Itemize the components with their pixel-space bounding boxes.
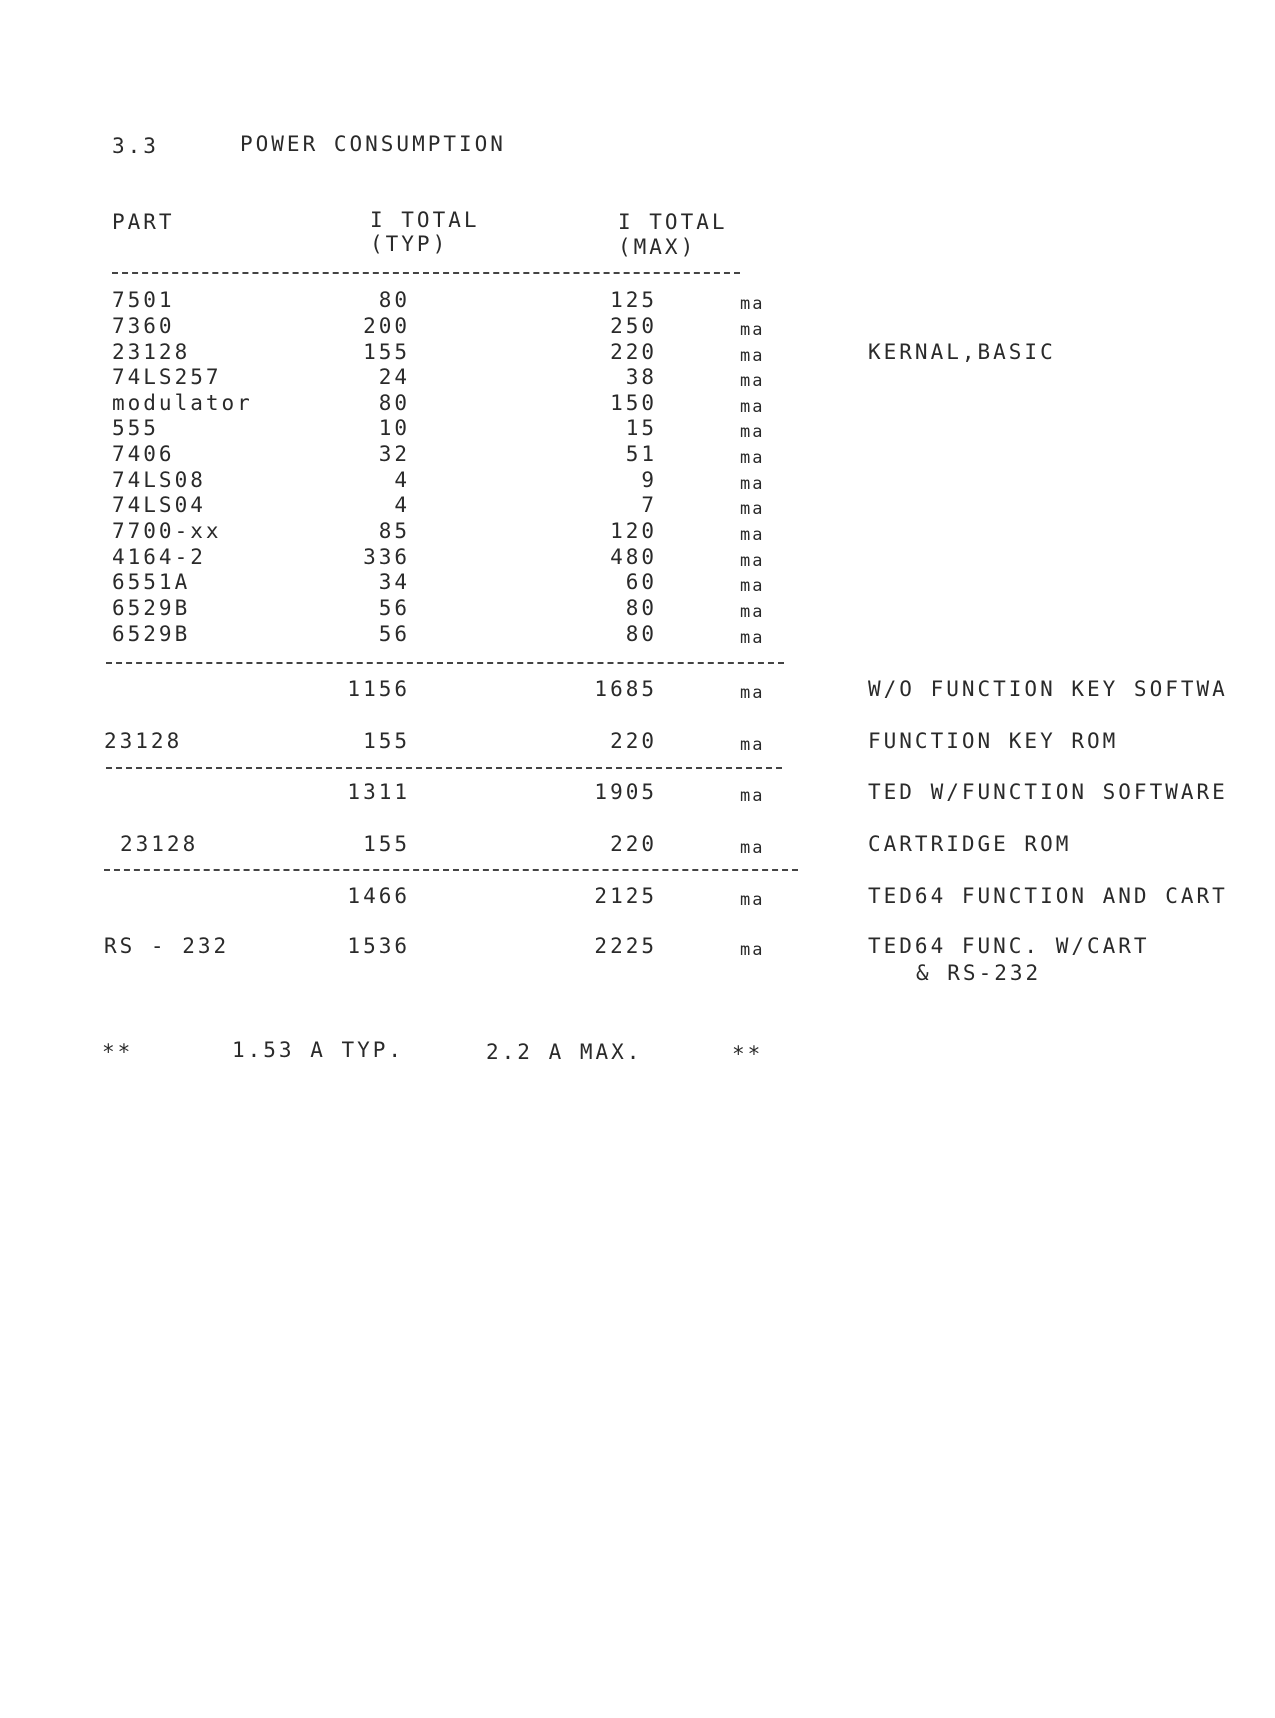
- part-unit: ma: [740, 397, 765, 417]
- section-number: 3.3: [112, 134, 159, 158]
- summary-part: 23128: [120, 832, 199, 856]
- part-typ-current: 80: [378, 391, 410, 415]
- footer-stars-right: **: [732, 1042, 764, 1066]
- summary-note-line2: & RS-232: [916, 961, 1042, 985]
- part-typ-current: 336: [363, 545, 410, 569]
- header-divider: [112, 272, 740, 274]
- summary-note: W/O FUNCTION KEY SOFTWA: [868, 677, 1228, 701]
- summary-note: TED64 FUNCTION AND CART: [868, 884, 1228, 908]
- part-typ-current: 200: [363, 314, 410, 338]
- summary-note: TED W/FUNCTION SOFTWARE: [868, 780, 1228, 804]
- header-typ-line2: (TYP): [370, 232, 449, 256]
- part-name: 74LS04: [112, 493, 206, 517]
- summary-part: RS - 232: [104, 934, 230, 958]
- part-name: 74LS08: [112, 468, 206, 492]
- summary-typ-current: 1156: [347, 677, 410, 701]
- part-name: 7700-xx: [112, 519, 222, 543]
- parts-divider: [106, 662, 784, 664]
- summary-typ-current: 1536: [347, 934, 410, 958]
- summary-typ-current: 1311: [347, 780, 410, 804]
- section-title: POWER CONSUMPTION: [240, 132, 506, 156]
- part-unit: ma: [740, 525, 765, 545]
- summary-unit: ma: [740, 838, 765, 858]
- part-unit: ma: [740, 448, 765, 468]
- summary-note: FUNCTION KEY ROM: [868, 729, 1119, 753]
- part-typ-current: 85: [378, 519, 410, 543]
- summary-unit: ma: [740, 786, 765, 806]
- summary-divider-1: [106, 767, 782, 769]
- summary-typ-current: 155: [363, 832, 410, 856]
- summary-max-current: 1905: [594, 780, 657, 804]
- summary-part: 23128: [104, 729, 183, 753]
- part-note: KERNAL,BASIC: [868, 340, 1056, 364]
- part-name: 4164-2: [112, 545, 206, 569]
- header-part: PART: [112, 210, 175, 234]
- summary-max-current: 220: [610, 832, 657, 856]
- part-typ-current: 155: [363, 340, 410, 364]
- header-max-line2: (MAX): [618, 235, 697, 259]
- part-max-current: 80: [625, 622, 657, 646]
- part-unit: ma: [740, 422, 765, 442]
- summary-typ-current: 1466: [347, 884, 410, 908]
- part-max-current: 9: [641, 468, 657, 492]
- summary-typ-current: 155: [363, 729, 410, 753]
- part-max-current: 150: [610, 391, 657, 415]
- summary-note: TED64 FUNC. W/CART: [868, 934, 1150, 958]
- part-typ-current: 4: [394, 493, 410, 517]
- part-name: 7360: [112, 314, 175, 338]
- summary-max-current: 2125: [594, 884, 657, 908]
- part-name: 6551A: [112, 570, 191, 594]
- summary-max-current: 220: [610, 729, 657, 753]
- part-max-current: 120: [610, 519, 657, 543]
- part-typ-current: 10: [378, 416, 410, 440]
- part-max-current: 60: [625, 570, 657, 594]
- part-unit: ma: [740, 576, 765, 596]
- part-typ-current: 34: [378, 570, 410, 594]
- summary-unit: ma: [740, 890, 765, 910]
- part-typ-current: 4: [394, 468, 410, 492]
- part-unit: ma: [740, 371, 765, 391]
- part-max-current: 125: [610, 288, 657, 312]
- part-max-current: 250: [610, 314, 657, 338]
- summary-max-current: 1685: [594, 677, 657, 701]
- part-max-current: 15: [625, 416, 657, 440]
- part-max-current: 480: [610, 545, 657, 569]
- part-name: 7501: [112, 288, 175, 312]
- summary-note: CARTRIDGE ROM: [868, 832, 1072, 856]
- part-name: 23128: [112, 340, 191, 364]
- part-max-current: 220: [610, 340, 657, 364]
- part-name: modulator: [112, 391, 253, 415]
- header-max-line1: I TOTAL: [618, 210, 728, 234]
- part-unit: ma: [740, 346, 765, 366]
- part-unit: ma: [740, 499, 765, 519]
- footer-typ-total: 1.53 A TYP.: [232, 1038, 405, 1062]
- part-max-current: 80: [625, 596, 657, 620]
- part-typ-current: 32: [378, 442, 410, 466]
- part-typ-current: 24: [378, 365, 410, 389]
- part-max-current: 7: [641, 493, 657, 517]
- part-max-current: 38: [625, 365, 657, 389]
- summary-unit: ma: [740, 940, 765, 960]
- part-max-current: 51: [625, 442, 657, 466]
- part-name: 555: [112, 416, 159, 440]
- part-typ-current: 56: [378, 622, 410, 646]
- summary-divider-2: [104, 869, 798, 871]
- part-unit: ma: [740, 602, 765, 622]
- summary-unit: ma: [740, 683, 765, 703]
- part-name: 6529B: [112, 596, 191, 620]
- part-typ-current: 80: [378, 288, 410, 312]
- part-name: 7406: [112, 442, 175, 466]
- part-name: 6529B: [112, 622, 191, 646]
- part-unit: ma: [740, 474, 765, 494]
- part-unit: ma: [740, 628, 765, 648]
- footer-max-total: 2.2 A MAX.: [486, 1040, 643, 1064]
- part-typ-current: 56: [378, 596, 410, 620]
- footer-stars-left: **: [102, 1040, 134, 1064]
- part-unit: ma: [740, 294, 765, 314]
- summary-unit: ma: [740, 735, 765, 755]
- part-name: 74LS257: [112, 365, 222, 389]
- part-unit: ma: [740, 551, 765, 571]
- part-unit: ma: [740, 320, 765, 340]
- header-typ-line1: I TOTAL: [370, 208, 480, 232]
- summary-max-current: 2225: [594, 934, 657, 958]
